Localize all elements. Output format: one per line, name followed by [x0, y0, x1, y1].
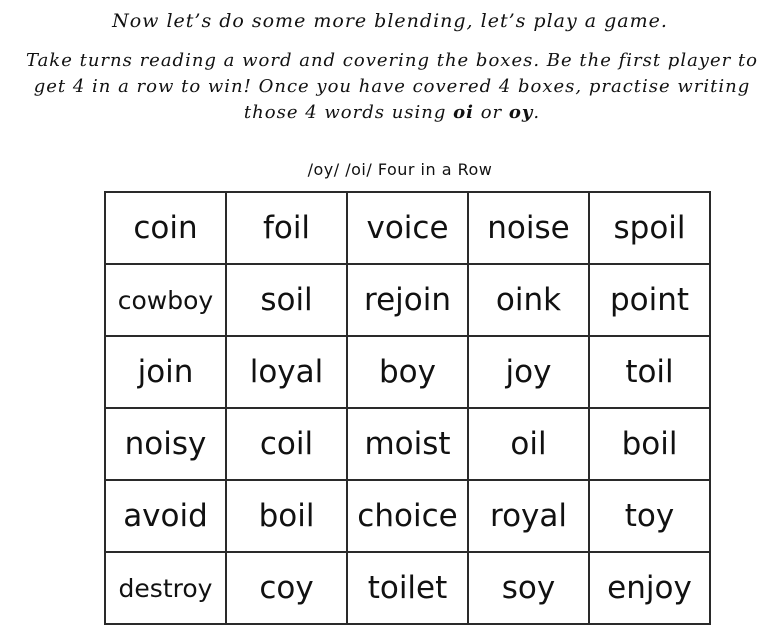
word-cell[interactable]: enjoy: [589, 552, 710, 624]
word-cell[interactable]: cowboy: [105, 264, 226, 336]
grid-row: [105, 480, 710, 552]
word-cell[interactable]: loyal: [226, 336, 347, 408]
word-grid: [104, 191, 711, 625]
word-cell[interactable]: point: [589, 264, 710, 336]
word-cell[interactable]: avoid: [105, 480, 226, 552]
instructions-end: .: [533, 102, 541, 123]
word-cell[interactable]: boil: [226, 480, 347, 552]
instructions-text: Take turns reading a word and covering the boxes. Be the first player to get 4 in a row to win! Once you have covered 4 boxes, practise writing those 4 words using: [25, 50, 759, 123]
instructions: [22, 48, 762, 126]
worksheet-heading: Now let’s do some more blending, let’s play a game.: [112, 10, 668, 32]
word-cell[interactable]: destroy: [105, 552, 226, 624]
word-cell[interactable]: oil: [468, 408, 589, 480]
word-cell[interactable]: toy: [589, 480, 710, 552]
instructions-oi: oi: [453, 102, 474, 123]
word-cell[interactable]: noisy: [105, 408, 226, 480]
instructions-or: or: [473, 102, 509, 123]
word-cell[interactable]: toilet: [347, 552, 468, 624]
word-cell[interactable]: foil: [226, 192, 347, 264]
word-cell[interactable]: boy: [347, 336, 468, 408]
word-cell[interactable]: voice: [347, 192, 468, 264]
word-cell[interactable]: boil: [589, 408, 710, 480]
grid-row: [105, 264, 710, 336]
word-cell[interactable]: moist: [347, 408, 468, 480]
game-title: /oy/ /oi/ Four in a Row: [307, 160, 493, 179]
grid-row: [105, 192, 710, 264]
word-cell[interactable]: oink: [468, 264, 589, 336]
word-cell[interactable]: soy: [468, 552, 589, 624]
word-cell[interactable]: coy: [226, 552, 347, 624]
instructions-oy: oy: [508, 102, 534, 123]
grid-row: [105, 552, 710, 624]
word-cell[interactable]: join: [105, 336, 226, 408]
word-cell[interactable]: spoil: [589, 192, 710, 264]
word-cell[interactable]: coin: [105, 192, 226, 264]
word-cell[interactable]: choice: [347, 480, 468, 552]
word-cell[interactable]: coil: [226, 408, 347, 480]
word-cell[interactable]: joy: [468, 336, 589, 408]
word-cell[interactable]: noise: [468, 192, 589, 264]
grid-row: [105, 408, 710, 480]
word-cell[interactable]: rejoin: [347, 264, 468, 336]
grid-row: [105, 336, 710, 408]
word-cell[interactable]: toil: [589, 336, 710, 408]
word-cell[interactable]: royal: [468, 480, 589, 552]
word-cell[interactable]: soil: [226, 264, 347, 336]
